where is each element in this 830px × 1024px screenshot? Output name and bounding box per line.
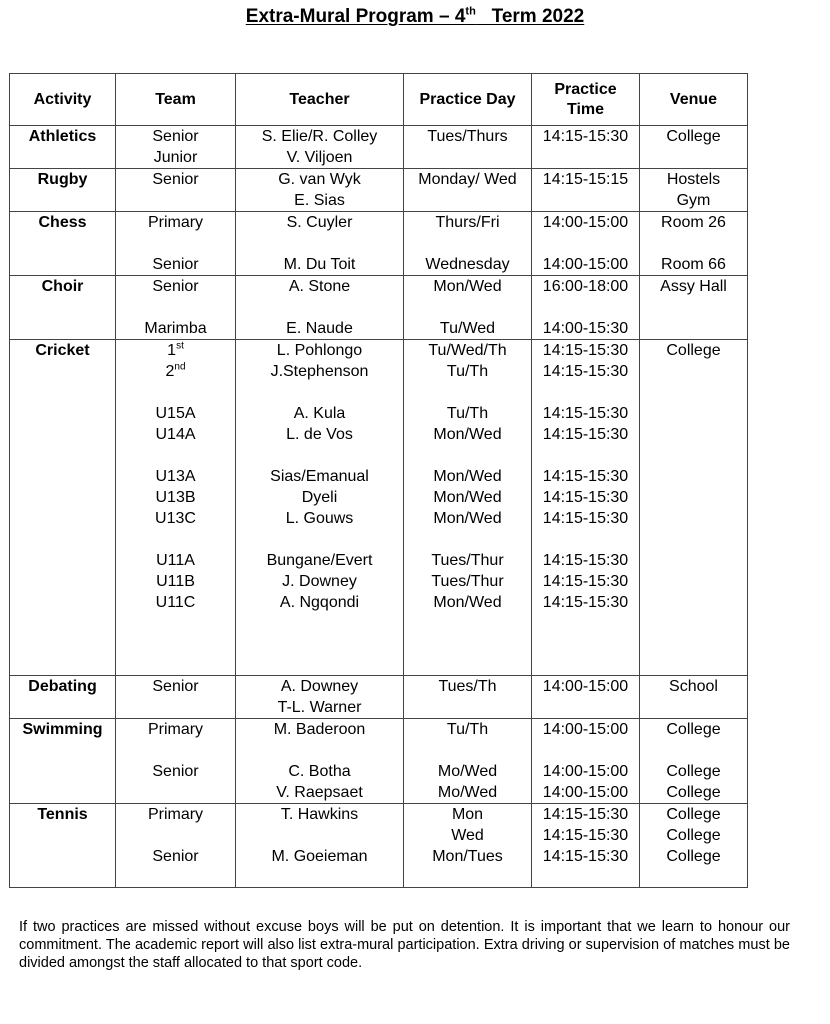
teacher-text: Bungane/Evert [266,552,373,569]
extra-mural-table [9,73,748,888]
day-cell [404,676,532,719]
teacher-cell [236,126,404,169]
venue-entry [642,846,745,867]
day-cell [404,276,532,340]
venue-text: Assy Hall [660,278,727,295]
time-entry [534,276,637,297]
day-entry [406,825,529,846]
team-text: Senior [152,678,199,695]
teacher-entry [238,487,401,508]
team-entry [118,466,233,487]
day-text: Thurs/Fri [435,214,500,231]
team-cell [116,804,236,888]
teacher-text: Sias/Emanual [270,468,369,485]
time-text: 14:15-15:30 [542,573,629,590]
day-entry [406,126,529,147]
team-text: Primary [147,721,204,738]
day-text: Tu/Th [446,363,489,380]
team-entry [118,719,233,740]
venue-cell [640,719,748,804]
day-cell [404,340,532,676]
teacher-text: T-L. Warner [277,699,362,716]
venue-cell [640,804,748,888]
day-text: Tu/Wed/Th [428,342,507,359]
header-practice-day: Practice Day [404,74,532,126]
team-superscript: nd [174,361,186,373]
day-entry [406,254,529,275]
day-text: Tues/Th [438,678,497,695]
venue-cell [640,212,748,276]
teacher-entry [238,571,401,592]
team-superscript: st [176,340,184,352]
activity-name: Swimming [22,721,103,738]
teacher-text: G. van Wyk [278,171,361,188]
time-text: 14:15-15:30 [542,510,629,527]
day-entry [406,508,529,529]
teacher-text: E. Naude [286,320,353,337]
time-cell [532,340,640,676]
time-text: 14:15-15:30 [542,827,629,844]
teacher-text: V. Raepsaet [276,784,363,801]
time-entry [534,719,637,740]
team-cell [116,340,236,676]
title-rest: Term 2022 [475,6,585,28]
title-superscript: th [465,6,476,18]
venue-text: College [666,342,721,359]
team-entry [118,169,233,190]
teacher-text: J. Downey [282,573,357,590]
day-entry [406,340,529,361]
time-text: 14:15-15:30 [542,489,629,506]
time-text: 14:00-15:00 [542,214,629,231]
day-entry [406,487,529,508]
venue-entry [642,254,745,275]
day-entry [406,169,529,190]
team-text: U13A [155,468,196,485]
venue-cell [640,276,748,340]
time-cell [532,676,640,719]
time-entry [534,424,637,445]
team-entry [118,126,233,147]
time-text: 14:00-15:00 [542,678,629,695]
teacher-cell [236,212,404,276]
venue-entry [642,719,745,740]
venue-cell [640,340,748,676]
team-entry [118,804,233,825]
time-entry [534,846,637,867]
team-entry [118,276,233,297]
team-text: U14A [155,426,196,443]
time-text: 14:15-15:30 [542,468,629,485]
activity-cell [10,676,116,719]
day-entry [406,804,529,825]
day-text: Wednesday [425,256,510,273]
team-entry [118,147,233,168]
teacher-cell [236,719,404,804]
team-cell [116,212,236,276]
header-venue: Venue [640,74,748,126]
venue-entry [642,825,745,846]
day-text: Mon/Wed [433,426,502,443]
teacher-text: J.Stephenson [270,363,369,380]
time-entry [534,804,637,825]
teacher-entry [238,190,401,211]
header-teacher: Teacher [236,74,404,126]
day-cell [404,212,532,276]
team-entry [118,592,233,613]
day-entry [406,846,529,867]
day-entry [406,782,529,803]
team-cell [116,719,236,804]
venue-entry [642,126,745,147]
team-text: Senior [152,128,199,145]
time-text: 14:00-15:00 [542,721,629,738]
activity-cell [10,126,116,169]
time-text: 14:15-15:30 [542,848,629,865]
day-text: Tu/Wed [439,320,496,337]
time-cell [532,719,640,804]
team-entry [118,212,233,233]
teacher-text: C. Botha [288,763,351,780]
teacher-cell [236,340,404,676]
team-text: U13B [155,489,196,506]
day-text: Tu/Th [446,721,489,738]
time-entry [534,169,637,190]
teacher-text: Dyeli [301,489,338,506]
day-text: Tues/Thurs [427,128,508,145]
team-entry [118,846,233,867]
day-entry [406,403,529,424]
activity-cell [10,804,116,888]
activity-name: Cricket [35,342,90,359]
day-entry [406,276,529,297]
teacher-entry [238,169,401,190]
page-title [0,6,830,28]
day-text: Tues/Thur [431,573,504,590]
teacher-text: T. Hawkins [280,806,359,823]
team-text: U13C [155,510,196,527]
day-text: Mon/Wed [433,489,502,506]
teacher-entry [238,361,401,382]
activity-name: Rugby [37,171,88,188]
time-entry [534,550,637,571]
time-entry [534,318,637,339]
time-entry [534,676,637,697]
team-text: Primary [147,214,204,231]
team-text: Primary [147,806,204,823]
team-text: 2 [165,363,175,380]
teacher-entry [238,318,401,339]
time-entry [534,254,637,275]
teacher-entry [238,676,401,697]
venue-text: College [666,827,721,844]
team-entry [118,424,233,445]
team-cell [116,169,236,212]
venue-entry [642,782,745,803]
day-text: Mon/Tues [432,848,503,865]
time-text: 14:15-15:30 [542,363,629,380]
time-text: 14:15-15:30 [542,552,629,569]
day-entry [406,424,529,445]
table-row [10,169,748,212]
time-cell [532,276,640,340]
venue-cell [640,169,748,212]
team-cell [116,676,236,719]
team-text: 1 [167,342,177,359]
day-text: Mon/Wed [433,510,502,527]
venue-text: College [666,763,721,780]
day-text: Mon/Wed [433,468,502,485]
header-practice-time: Practice Time [532,74,640,126]
time-entry [534,361,637,382]
time-text: 14:15-15:30 [542,128,629,145]
activity-name: Athletics [28,128,97,145]
activity-name: Chess [38,214,87,231]
team-entry [118,340,233,361]
time-text: 14:00-15:00 [542,784,629,801]
time-cell [532,126,640,169]
team-text: Marimba [144,320,207,337]
time-text: 14:15-15:30 [542,405,629,422]
activity-cell [10,340,116,676]
day-entry [406,466,529,487]
venue-entry [642,276,745,297]
teacher-text: V. Viljoen [286,149,353,166]
venue-text: Room 66 [661,256,726,273]
table-row [10,340,748,676]
teacher-entry [238,804,401,825]
day-cell [404,169,532,212]
time-text: 14:15-15:30 [542,342,629,359]
activity-cell [10,719,116,804]
time-entry [534,571,637,592]
time-cell [532,169,640,212]
day-text: Wed [451,827,484,844]
time-text: 14:15-15:15 [542,171,629,188]
table-row [10,719,748,804]
teacher-entry [238,424,401,445]
teacher-text: L. Gouws [285,510,354,527]
team-entry [118,676,233,697]
teacher-cell [236,276,404,340]
team-text: U11A [156,552,195,569]
time-entry [534,340,637,361]
venue-entry [642,212,745,233]
teacher-text: M. Baderoon [273,721,366,738]
time-entry [534,466,637,487]
teacher-text: M. Goeieman [271,848,368,865]
day-cell [404,719,532,804]
table-body [10,126,748,888]
teacher-entry [238,340,401,361]
venue-entry [642,169,745,190]
time-entry [534,825,637,846]
team-cell [116,126,236,169]
teacher-cell [236,169,404,212]
time-cell [532,804,640,888]
time-text: 14:15-15:30 [542,594,629,611]
venue-cell [640,676,748,719]
time-entry [534,508,637,529]
table-row [10,676,748,719]
venue-text: College [666,784,721,801]
venue-text: College [666,806,721,823]
day-text: Mon/Wed [433,594,502,611]
teacher-text: E. Sias [294,192,345,209]
teacher-entry [238,550,401,571]
teacher-entry [238,782,401,803]
team-entry [118,254,233,275]
time-cell [532,212,640,276]
time-entry [534,782,637,803]
day-entry [406,761,529,782]
day-text: Mo/Wed [437,784,498,801]
time-entry [534,487,637,508]
footer-note: If two practices are missed without excuse boys will be put on detention. It is important that we learn to honour our commitment. The academic report will also list extra-mural participation. Extra driving or supervision of matches must be divided amongst the staff allocated to that sport code. [19,918,790,971]
venue-cell [640,126,748,169]
header-team: Team [116,74,236,126]
venue-entry [642,676,745,697]
team-cell [116,276,236,340]
day-text: Tues/Thur [431,552,504,569]
team-text: U11B [156,573,195,590]
activity-name: Choir [41,278,84,295]
teacher-text: S. Elie/R. Colley [261,128,378,145]
teacher-text: L. Pohlongo [276,342,363,359]
activity-name: Tennis [37,806,88,823]
day-entry [406,318,529,339]
time-text: 14:00-15:00 [542,763,629,780]
teacher-text: A. Ngqondi [279,594,360,611]
day-text: Mon/Wed [433,278,502,295]
venue-text: College [666,848,721,865]
venue-text: College [666,128,721,145]
teacher-cell [236,676,404,719]
time-entry [534,212,637,233]
header-activity: Activity [10,74,116,126]
table-row [10,804,748,888]
day-entry [406,550,529,571]
teacher-entry [238,697,401,718]
team-text: U11C [155,594,196,611]
time-entry [534,403,637,424]
teacher-text: A. Downey [280,678,359,695]
time-text: 14:00-15:00 [542,256,629,273]
teacher-entry [238,212,401,233]
day-entry [406,676,529,697]
header-row [10,74,748,126]
team-entry [118,361,233,382]
team-text: Senior [152,171,199,188]
venue-text: Hostels [666,171,721,188]
day-text: Mon [451,806,484,823]
day-entry [406,361,529,382]
team-text: Senior [152,763,199,780]
team-text: U15A [155,405,196,422]
venue-entry [642,340,745,361]
time-entry [534,126,637,147]
teacher-entry [238,846,401,867]
venue-text: Room 26 [661,214,726,231]
team-entry [118,571,233,592]
time-entry [534,592,637,613]
time-text: 14:00-15:30 [542,320,629,337]
teacher-entry [238,508,401,529]
venue-text: College [666,721,721,738]
day-cell [404,126,532,169]
teacher-text: S. Cuyler [286,214,353,231]
day-text: Tu/Th [446,405,489,422]
venue-entry [642,190,745,211]
teacher-entry [238,126,401,147]
activity-cell [10,169,116,212]
time-text: 14:15-15:30 [542,806,629,823]
table-row [10,276,748,340]
team-entry [118,550,233,571]
day-entry [406,212,529,233]
teacher-entry [238,719,401,740]
team-entry [118,318,233,339]
teacher-entry [238,466,401,487]
teacher-entry [238,254,401,275]
teacher-text: A. Kula [293,405,346,422]
teacher-entry [238,147,401,168]
time-text: 14:15-15:30 [542,426,629,443]
activity-cell [10,276,116,340]
day-entry [406,719,529,740]
team-text: Senior [152,256,199,273]
day-text: Mo/Wed [437,763,498,780]
time-text: 16:00-18:00 [542,278,629,295]
time-entry [534,761,637,782]
day-entry [406,592,529,613]
venue-text: Gym [676,192,711,209]
venue-entry [642,761,745,782]
teacher-entry [238,276,401,297]
day-text: Monday/ Wed [418,171,517,188]
title-main: Extra-Mural Program – 4 [245,6,466,28]
teacher-entry [238,403,401,424]
teacher-entry [238,761,401,782]
day-entry [406,571,529,592]
team-entry [118,487,233,508]
teacher-cell [236,804,404,888]
activity-name: Debating [28,678,97,695]
team-text: Junior [153,149,198,166]
team-text: Senior [152,848,199,865]
teacher-text: M. Du Toit [283,256,356,273]
team-entry [118,508,233,529]
table-row [10,126,748,169]
activity-cell [10,212,116,276]
day-cell [404,804,532,888]
team-text: Senior [152,278,199,295]
teacher-text: L. de Vos [286,426,353,443]
table-row [10,212,748,276]
teacher-entry [238,592,401,613]
team-entry [118,403,233,424]
venue-text: School [669,678,718,695]
venue-entry [642,804,745,825]
teacher-text: A. Stone [288,278,351,295]
team-entry [118,761,233,782]
